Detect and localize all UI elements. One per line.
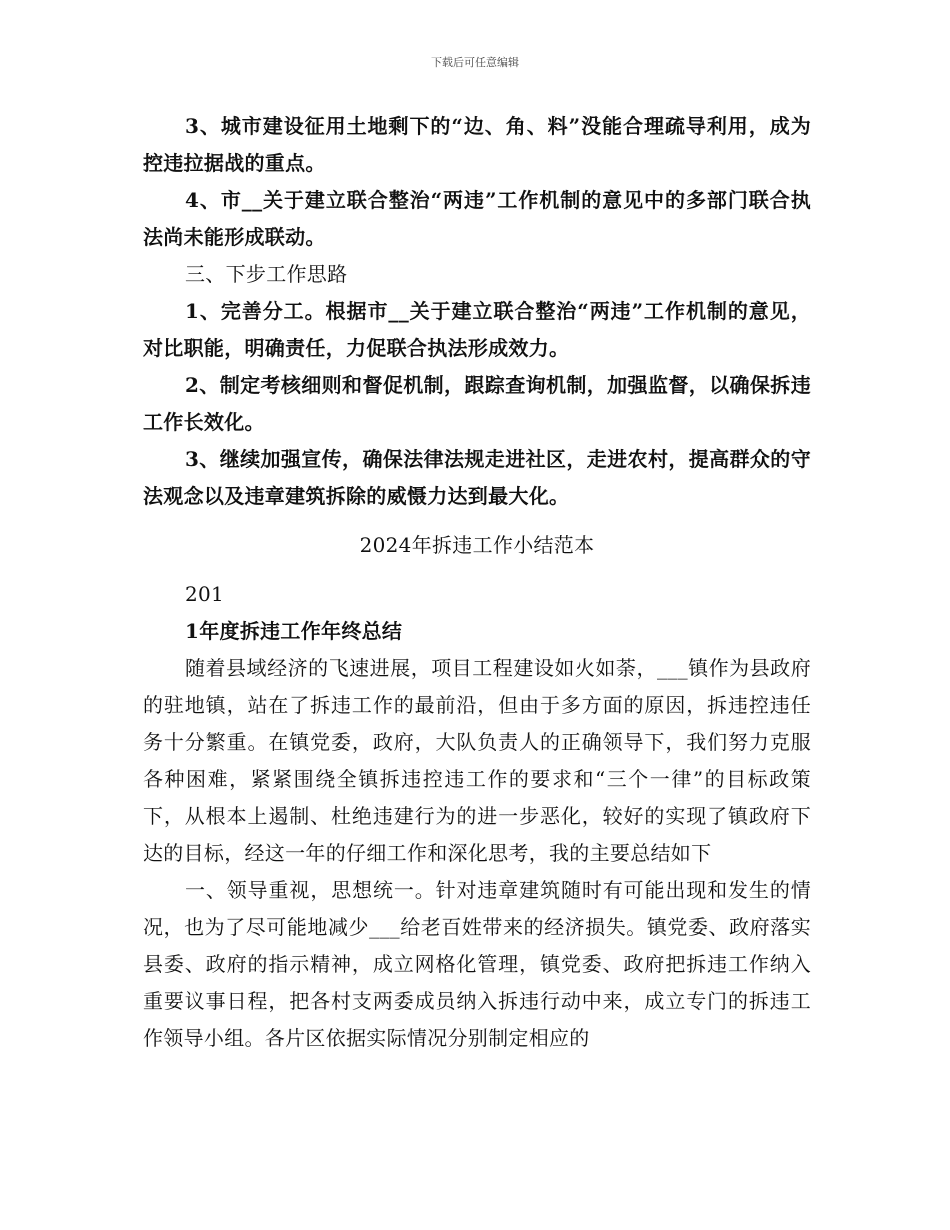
section-one-paragraph: 一、领导重视，思想统一。针对违章建筑随时有可能出现和发生的情况，也为了尽可能地减少___给老百姓带来的经济损失。镇党委、政府落实县委、政府的指示精神，成立网格化管理，镇党委、政府把拆违工作纳入重要议事日程，把各村支两委成员纳入拆违行动中来，成立专门的拆违工作领导小组。各片区依据实际情况分别制定相应的 xyxy=(143,878,811,1050)
paragraph-step-3: 3、继续加强宣传，确保法律法规走进社区，走进农村，提高群众的守法观念以及违章建筑拆除的威慑力达到最大化。 xyxy=(143,447,811,508)
page-header: 下载后可任意编辑 xyxy=(431,56,519,69)
summary-heading: 1年度拆违工作年终总结 xyxy=(185,619,403,643)
paragraph-item-3: 3、城市建设征用土地剩下的“边、角、料”没能合理疏导利用，成为控违拉据战的重点。 xyxy=(143,114,811,175)
paragraph-step-1: 1、完善分工。根据市__关于建立联合整治“两违”工作机制的意见，对比职能，明确责任，力促联合执法形成效力。 xyxy=(143,299,811,360)
document-title: 2024年拆违工作小结范本 xyxy=(359,533,595,557)
document-body xyxy=(143,108,811,1057)
paragraph-item-4: 4、市__关于建立联合整治“两违”工作机制的意见中的多部门联合执法尚未能形成联动。 xyxy=(143,188,811,249)
year-fragment: 201 xyxy=(185,582,225,606)
section-heading-next-steps: 三、下步工作思路 xyxy=(185,262,348,286)
intro-paragraph: 随着县域经济的飞速进展，项目工程建设如火如荼，___镇作为县政府的驻地镇，站在了拆违工作的最前沿，但由于多方面的原因，拆违控违任务十分繁重。在镇党委，政府，大队负责人的正确领导下，我们努力克服各种困难，紧紧围绕全镇拆违控违工作的要求和“三个一律”的目标政策下，从根本上遏制、杜绝违建行为的进一步恶化，较好的实现了镇政府下达的目标，经这一年的仔细工作和深化思考，我的主要总结如下 xyxy=(143,656,811,865)
paragraph-step-2: 2、制定考核细则和督促机制，跟踪查询机制，加强监督，以确保拆违工作长效化。 xyxy=(143,373,811,434)
